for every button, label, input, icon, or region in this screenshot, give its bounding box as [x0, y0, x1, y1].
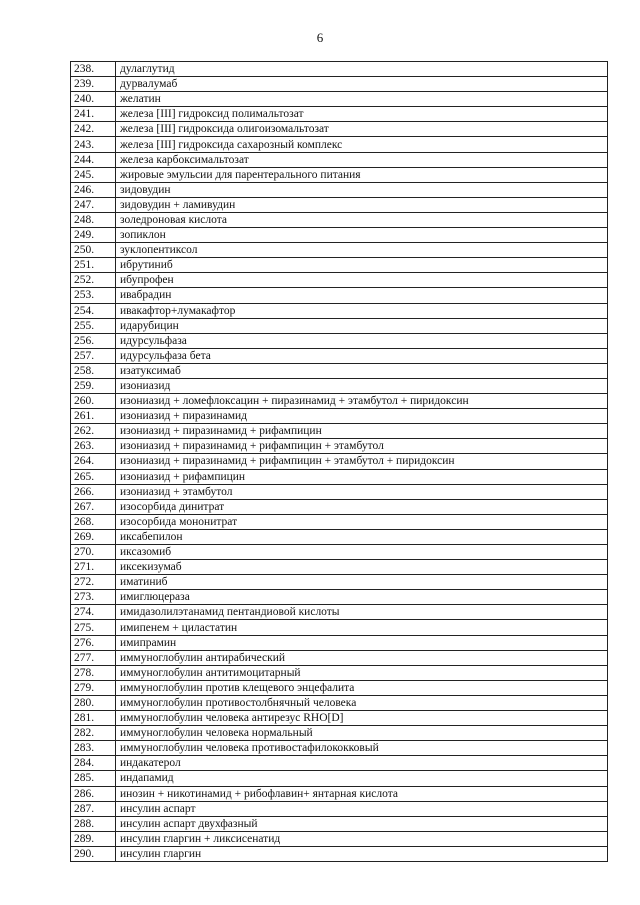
row-number: 259. [71, 378, 116, 393]
table-row [71, 77, 608, 92]
drug-name: индапамид [116, 771, 608, 786]
drug-name: имипенем + циластатин [116, 620, 608, 635]
table-row [71, 605, 608, 620]
table-row [71, 484, 608, 499]
row-number: 238. [71, 62, 116, 77]
table-row [71, 152, 608, 167]
drug-name: изониазид + этамбутол [116, 484, 608, 499]
table-row [71, 122, 608, 137]
drug-name: иммуноглобулин антитимоцитарный [116, 665, 608, 680]
table-row [71, 424, 608, 439]
drug-name: инсулин аспарт [116, 801, 608, 816]
row-number: 268. [71, 514, 116, 529]
drug-name: ивабрадин [116, 288, 608, 303]
drug-name: зидовудин [116, 182, 608, 197]
row-number: 275. [71, 620, 116, 635]
drug-name: зидовудин + ламивудин [116, 197, 608, 212]
table-row [71, 575, 608, 590]
table-row [71, 816, 608, 831]
drug-name: иммуноглобулин антирабический [116, 650, 608, 665]
table-row [71, 771, 608, 786]
row-number: 253. [71, 288, 116, 303]
table-row [71, 212, 608, 227]
row-number: 286. [71, 786, 116, 801]
table-row [71, 590, 608, 605]
table-row [71, 228, 608, 243]
drug-name: иммуноглобулин человека нормальный [116, 726, 608, 741]
drug-name: железа [III] гидроксида олигоизомальтозат [116, 122, 608, 137]
drug-name: имиглюцераза [116, 590, 608, 605]
row-number: 262. [71, 424, 116, 439]
table-row [71, 333, 608, 348]
drug-name: иматиниб [116, 575, 608, 590]
drug-name: ибрутиниб [116, 258, 608, 273]
drug-name: имидазолилэтанамид пентандиовой кислоты [116, 605, 608, 620]
row-number: 243. [71, 137, 116, 152]
row-number: 256. [71, 333, 116, 348]
row-number: 274. [71, 605, 116, 620]
row-number: 254. [71, 303, 116, 318]
table-row [71, 529, 608, 544]
table-row [71, 318, 608, 333]
row-number: 269. [71, 529, 116, 544]
table-row [71, 695, 608, 710]
row-number: 255. [71, 318, 116, 333]
row-number: 263. [71, 439, 116, 454]
row-number: 284. [71, 756, 116, 771]
row-number: 240. [71, 92, 116, 107]
drug-name: жировые эмульсии для парентерального питания [116, 167, 608, 182]
row-number: 289. [71, 831, 116, 846]
drug-name: инсулин гларгин [116, 846, 608, 861]
drug-name: железа карбоксимальтозат [116, 152, 608, 167]
drug-name: зопиклон [116, 228, 608, 243]
table-row [71, 499, 608, 514]
row-number: 258. [71, 363, 116, 378]
table-row [71, 288, 608, 303]
row-number: 257. [71, 348, 116, 363]
table-row [71, 137, 608, 152]
table-row [71, 92, 608, 107]
table-row [71, 801, 608, 816]
drug-name: иммуноглобулин человека антирезус RHO[D] [116, 711, 608, 726]
drug-name: зуклопентиксол [116, 243, 608, 258]
table-row [71, 726, 608, 741]
table-row [71, 348, 608, 363]
table-row [71, 273, 608, 288]
table-row [71, 620, 608, 635]
row-number: 241. [71, 107, 116, 122]
table-row [71, 167, 608, 182]
table-row [71, 665, 608, 680]
row-number: 273. [71, 590, 116, 605]
table-row [71, 439, 608, 454]
row-number: 265. [71, 469, 116, 484]
table-row [71, 756, 608, 771]
table-row [71, 545, 608, 560]
table-row [71, 182, 608, 197]
table-row [71, 454, 608, 469]
drug-name: иксекизумаб [116, 560, 608, 575]
row-number: 266. [71, 484, 116, 499]
row-number: 272. [71, 575, 116, 590]
drug-name: изониазид [116, 378, 608, 393]
row-number: 276. [71, 635, 116, 650]
table-row [71, 62, 608, 77]
row-number: 249. [71, 228, 116, 243]
row-number: 248. [71, 212, 116, 227]
table-row [71, 635, 608, 650]
row-number: 252. [71, 273, 116, 288]
drug-name: идурсульфаза [116, 333, 608, 348]
drug-name: иксабепилон [116, 529, 608, 544]
row-number: 246. [71, 182, 116, 197]
page-number: 6 [316, 30, 324, 45]
row-number: 239. [71, 77, 116, 92]
row-number: 277. [71, 650, 116, 665]
table-row [71, 831, 608, 846]
table-row [71, 711, 608, 726]
drug-list-table [70, 61, 608, 862]
drug-name: изониазид + пиразинамид [116, 409, 608, 424]
table-row [71, 303, 608, 318]
row-number: 242. [71, 122, 116, 137]
table-row [71, 560, 608, 575]
drug-name: иксазомиб [116, 545, 608, 560]
drug-name: инсулин гларгин + ликсисенатид [116, 831, 608, 846]
drug-name: иммуноглобулин против клещевого энцефалита [116, 680, 608, 695]
row-number: 260. [71, 394, 116, 409]
drug-name: ибупрофен [116, 273, 608, 288]
drug-name: изониазид + пиразинамид + рифампицин + этамбутол + пиридоксин [116, 454, 608, 469]
row-number: 288. [71, 816, 116, 831]
drug-name: ивакафтор+лумакафтор [116, 303, 608, 318]
row-number: 281. [71, 711, 116, 726]
row-number: 282. [71, 726, 116, 741]
row-number: 287. [71, 801, 116, 816]
table-row [71, 363, 608, 378]
row-number: 285. [71, 771, 116, 786]
row-number: 270. [71, 545, 116, 560]
table-row [71, 394, 608, 409]
row-number: 283. [71, 741, 116, 756]
drug-name: изониазид + рифампицин [116, 469, 608, 484]
table-row [71, 107, 608, 122]
drug-name: желатин [116, 92, 608, 107]
drug-name: золедроновая кислота [116, 212, 608, 227]
drug-name: идурсульфаза бета [116, 348, 608, 363]
row-number: 290. [71, 846, 116, 861]
drug-name: имипрамин [116, 635, 608, 650]
drug-name: идарубицин [116, 318, 608, 333]
row-number: 279. [71, 680, 116, 695]
row-number: 244. [71, 152, 116, 167]
drug-name: дулаглутид [116, 62, 608, 77]
row-number: 245. [71, 167, 116, 182]
drug-name: иммуноглобулин противостолбнячный человека [116, 695, 608, 710]
table-row [71, 741, 608, 756]
row-number: 264. [71, 454, 116, 469]
drug-name: изосорбида динитрат [116, 499, 608, 514]
row-number: 280. [71, 695, 116, 710]
table-row [71, 243, 608, 258]
row-number: 251. [71, 258, 116, 273]
table-row [71, 514, 608, 529]
row-number: 261. [71, 409, 116, 424]
table-row [71, 650, 608, 665]
row-number: 250. [71, 243, 116, 258]
row-number: 271. [71, 560, 116, 575]
drug-name: железа [III] гидроксида сахарозный комплекс [116, 137, 608, 152]
table-row [71, 258, 608, 273]
table-row [71, 469, 608, 484]
table-row [71, 786, 608, 801]
drug-name: инозин + никотинамид + рибофлавин+ янтарная кислота [116, 786, 608, 801]
table-row [71, 846, 608, 861]
drug-name: изониазид + ломефлоксацин + пиразинамид + этамбутол + пиридоксин [116, 394, 608, 409]
table-row [71, 378, 608, 393]
drug-name: изосорбида мононитрат [116, 514, 608, 529]
drug-name: индакатерол [116, 756, 608, 771]
drug-name: железа [III] гидроксид полимальтозат [116, 107, 608, 122]
row-number: 247. [71, 197, 116, 212]
drug-name: инсулин аспарт двухфазный [116, 816, 608, 831]
row-number: 278. [71, 665, 116, 680]
drug-name: изониазид + пиразинамид + рифампицин + этамбутол [116, 439, 608, 454]
drug-list-body [71, 62, 608, 862]
table-row [71, 409, 608, 424]
table-row [71, 680, 608, 695]
drug-name: иммуноглобулин человека противостафилококковый [116, 741, 608, 756]
drug-name: дурвалумаб [116, 77, 608, 92]
drug-name: изатуксимаб [116, 363, 608, 378]
drug-name: изониазид + пиразинамид + рифампицин [116, 424, 608, 439]
row-number: 267. [71, 499, 116, 514]
table-row [71, 197, 608, 212]
